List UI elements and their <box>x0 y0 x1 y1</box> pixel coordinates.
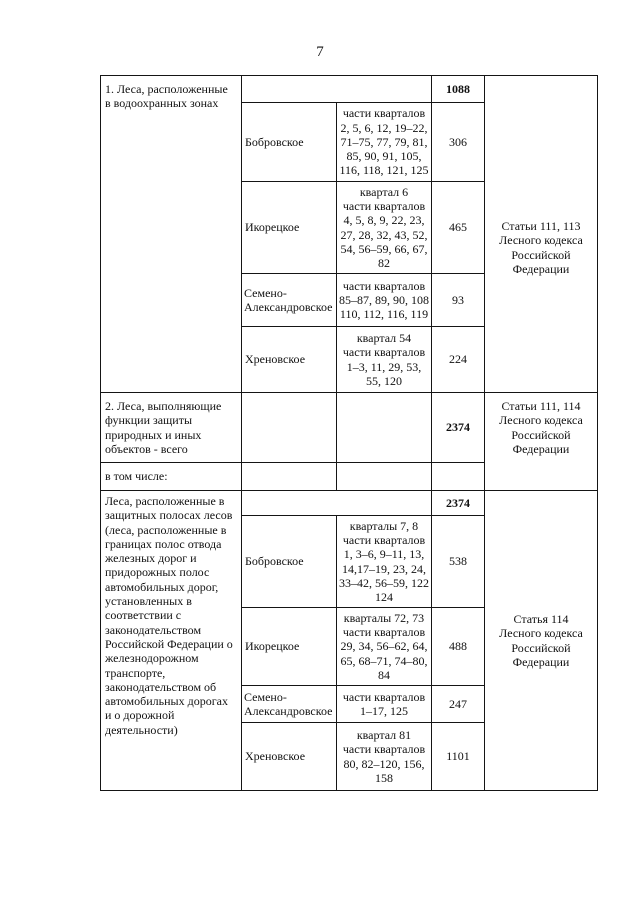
section3-legal-basis: Статья 114 Лесного кодекса Российской Федерации <box>499 611 583 669</box>
table-border-bottom <box>100 790 598 791</box>
section1-title: 1. Леса, расположенные в водоохранных зонах <box>105 82 228 111</box>
section1-total: 1088 <box>446 81 470 96</box>
s1-row4-area: 224 <box>449 352 467 367</box>
table-border-top <box>100 75 598 76</box>
s1-row4-forestry: Хреновское <box>245 352 306 367</box>
section2-legal-basis: Статьи 111, 114 Лесного кодекса Российской Федерации <box>499 398 583 456</box>
s3-row4-area: 1101 <box>446 749 470 764</box>
s3-row1-forestry: Бобровское <box>245 554 304 569</box>
page-number: 7 <box>316 44 324 60</box>
table-border-right <box>597 75 598 790</box>
section2-total: 2374 <box>446 420 470 435</box>
s1-row3-quarters: части кварталов 85–87, 89, 90, 108 110, 112, 116, 119 <box>339 278 429 322</box>
s3-row1-quarters: кварталы 7, 8 части кварталов 1, 3–6, 9–11, 13, 14,17–19, 23, 24, 33–42, 56–59, 122 124 <box>339 518 429 605</box>
table-border-left <box>100 75 101 790</box>
column-divider-1 <box>241 75 242 790</box>
s1-row3-forestry: Семено- Александровское <box>244 285 333 314</box>
s1-row2-area: 465 <box>449 220 467 235</box>
section1-legal-basis: Статьи 111, 113 Лесного кодекса Российской Федерации <box>499 218 583 276</box>
s3-row2-area: 488 <box>449 639 467 654</box>
section2-title: 2. Леса, выполняющие функции защиты природных и иных объектов - всего <box>105 399 222 456</box>
s3-row3-forestry: Семено- Александровское <box>244 689 333 718</box>
s1-row3-area: 93 <box>452 292 464 307</box>
s3-row4-forestry: Хреновское <box>245 749 306 764</box>
s3-row1-area: 538 <box>449 554 467 569</box>
column-divider-2b <box>336 392 337 490</box>
including-label: в том числе: <box>105 469 168 484</box>
s3-row3-quarters: части кварталов 1–17, 125 <box>342 689 426 718</box>
s3-row3-area: 247 <box>449 696 467 711</box>
s1-row1-quarters: части кварталов 2, 5, 6, 12, 19–22, 71–75, 77, 79, 81, 85, 90, 91, 105, 116, 118, 121, 125 <box>339 106 429 178</box>
s1-row2-quarters: квартал 6 части кварталов 4, 5, 8, 9, 22, 23, 27, 28, 32, 43, 52, 54, 56–59, 66, 67, 82 <box>340 184 428 271</box>
s1-row2-forestry: Икорецкое <box>245 220 300 235</box>
section3-title: Леса, расположенные в защитных полосах лесов (леса, расположенные в границах полос отвода железных дорог и придорожных полос автомобильных дорог, установленных в соответствии с законодательством Российской Федерации о железнодорожном транспорте, законодательством об автомобильных дорогах и о дорожной деятельности) <box>105 494 233 737</box>
s3-row4-quarters: квартал 81 части кварталов 80, 82–120, 156, 158 <box>342 727 426 785</box>
s3-row2-forestry: Икорецкое <box>245 639 300 654</box>
s1-row1-forestry: Бобровское <box>245 134 304 149</box>
s3-row2-quarters: кварталы 72, 73 части кварталов 29, 34, 56–62, 64, 65, 68–71, 74–80, 84 <box>340 610 428 682</box>
section3-total: 2374 <box>446 495 470 510</box>
s1-row4-quarters: квартал 54 части кварталов 1–3, 11, 29, 53, 55, 120 <box>342 330 426 388</box>
s1-row1-area: 306 <box>449 134 467 149</box>
